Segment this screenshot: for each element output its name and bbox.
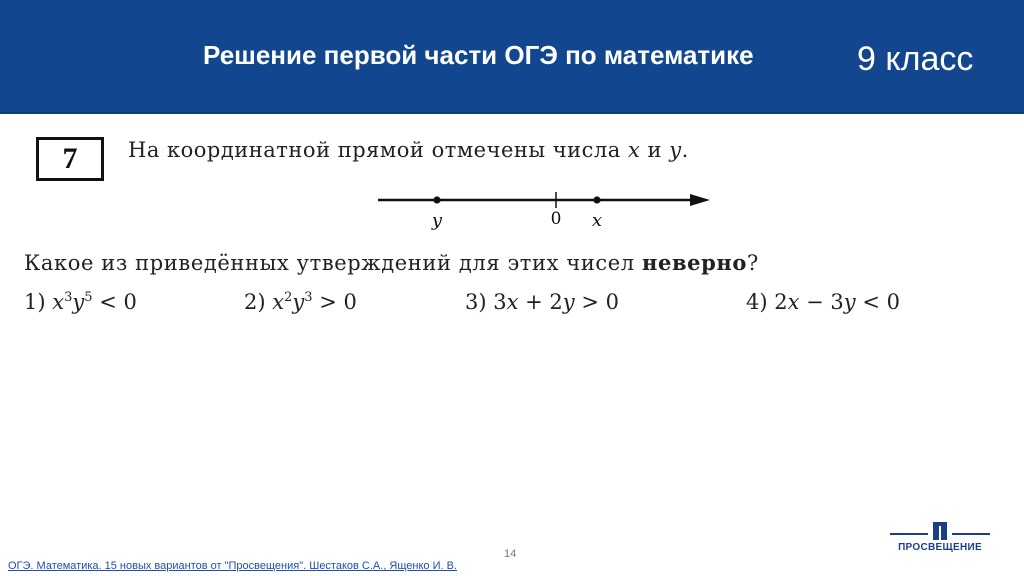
publisher-name: ПРОСВЕЩЕНИЕ	[898, 542, 982, 553]
task-number-box: 7	[36, 137, 104, 181]
option-3: 3) 3x + 2y > 0	[465, 290, 619, 314]
label-zero: 0	[550, 209, 562, 229]
question-text: Какое из приведённых утверждений для этих чисел неверно?	[24, 250, 759, 275]
axis-arrow-icon	[690, 194, 710, 206]
page-number: 14	[504, 548, 517, 560]
point-y	[433, 196, 440, 203]
number-line	[376, 186, 716, 236]
question-emphasis: неверно	[642, 250, 747, 275]
label-y: y	[431, 210, 443, 231]
publisher-emblem-icon	[890, 520, 990, 542]
grade-label: 9 класс	[857, 40, 974, 78]
slide-header	[0, 0, 1024, 114]
source-link[interactable]: ОГЭ. Математика. 15 новых вариантов от "Просвещения". Шестаков С.А., Ященко И. В.	[8, 560, 458, 572]
label-x: x	[591, 210, 603, 231]
publisher-logo	[890, 520, 990, 556]
option-4: 4) 2x − 3y < 0	[746, 290, 900, 314]
var-y: y	[669, 138, 682, 162]
var-x: x	[627, 138, 641, 162]
option-1: 1) $x^3y^5 < 0$	[24, 290, 137, 314]
option-2: 2) $x^2y^3 > 0$	[244, 290, 357, 314]
task-statement: На координатной прямой отмечены числа x и y.	[128, 138, 689, 162]
point-x	[593, 196, 600, 203]
slide-title: Решение первой части ОГЭ по математике	[203, 40, 754, 70]
